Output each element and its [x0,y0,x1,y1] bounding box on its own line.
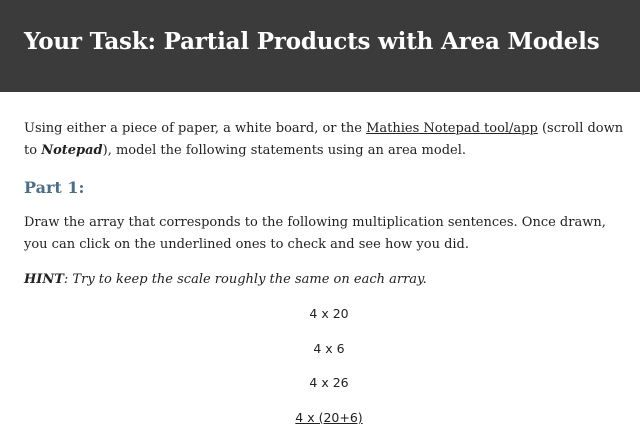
notepad-emphasis: Notepad [41,143,103,158]
intro-text-end: ), model the following statements using an area model. [102,143,467,158]
intro-paragraph [24,118,624,162]
hint-label: HINT [24,272,64,287]
equation-4x26: 4 x 26 [309,375,349,390]
mathies-notepad-link[interactable]: Mathies Notepad tool/app [366,121,538,136]
page-title: Your Task: Partial Products with Area Models [24,28,600,55]
hint-paragraph [24,269,624,291]
hint-text: : Try to keep the scale roughly the same on each array. [63,272,427,287]
intro-text-middle: (scroll down to [24,121,624,158]
intro-text-start: Using either a piece of paper, a white board, or the [24,121,367,136]
equation-4x6: 4 x 6 [313,341,345,356]
equation-4x20: 4 x 20 [309,306,349,321]
part-1-instructions: Draw the array that corresponds to the following multiplication sentences. Once drawn, you can click on the underlined ones to check and see how you did. [24,215,606,252]
equation-4x-20-plus-6-link[interactable]: 4 x (20+6) [295,410,363,425]
page-header [0,0,640,92]
part-1-heading: Part 1: [24,178,85,197]
